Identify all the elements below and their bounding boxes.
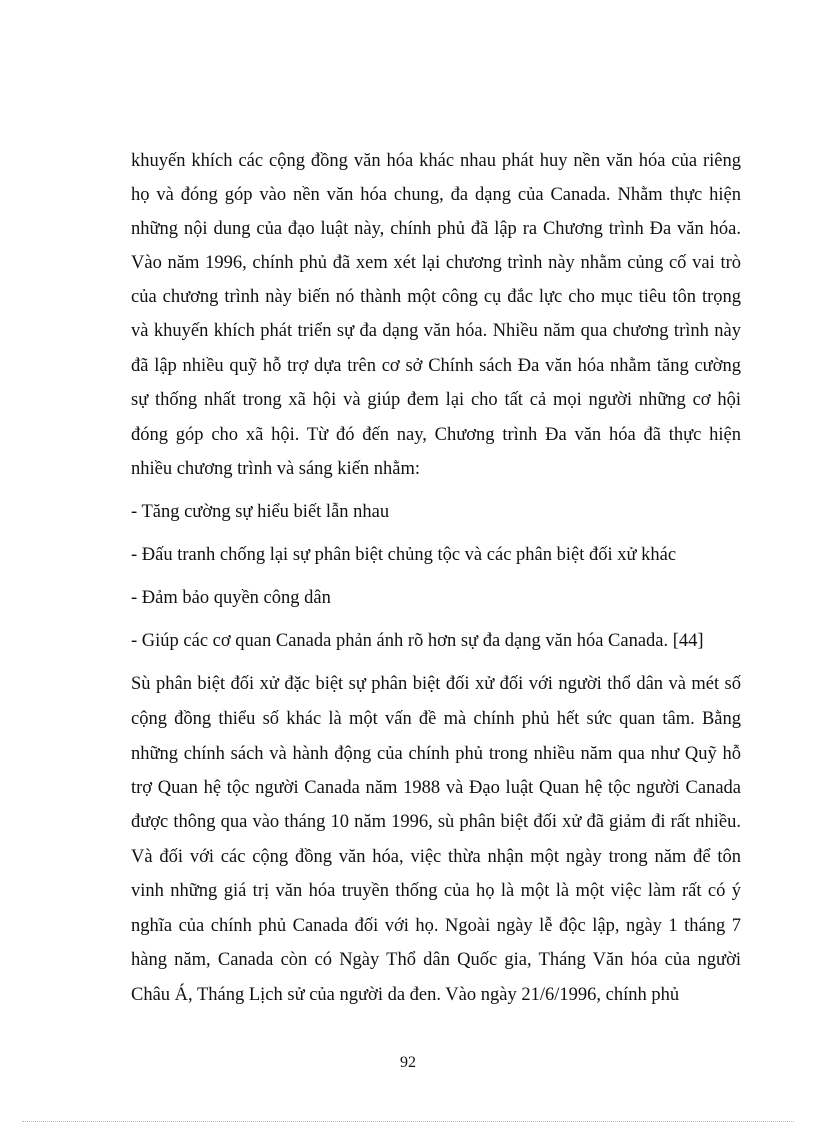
- paragraph-line: nghĩa của chính phủ Canada đối với họ. Ngoài ngày lễ độc lập, ngày 1 tháng 7: [131, 916, 741, 936]
- paragraph-line: những nội dung của đạo luật này, chính phủ đã lập ra Chương trình Đa văn hóa.: [131, 219, 741, 239]
- paragraph-line: Và đối với các cộng đồng văn hóa, việc thừa nhận một ngày trong năm để tôn: [131, 847, 741, 867]
- paragraph-line: nhiều chương trình và sáng kiến nhằm:: [131, 459, 421, 479]
- paragraph-line: sự thống nhất trong xã hội và giúp đem lại cho tất cả mọi người những cơ hội: [131, 390, 741, 410]
- paragraph-line: Châu Á, Tháng Lịch sử của người da đen. Vào ngày 21/6/1996, chính phủ: [131, 985, 680, 1005]
- paragraph-line: Sù phân biệt đối xử đặc biệt sự phân biệt đối xử đối với người thổ dân và mét số: [131, 674, 741, 694]
- bullet-item: - Đảm bảo quyền công dân: [131, 588, 331, 608]
- paragraph-line: khuyến khích các cộng đồng văn hóa khác nhau phát huy nền văn hóa của riêng: [131, 151, 741, 171]
- page-number: 92: [400, 1054, 416, 1071]
- paragraph-line: đóng góp cho xã hội. Từ đó đến nay, Chương trình Đa văn hóa đã thực hiện: [131, 425, 741, 445]
- bullet-item: - Tăng cường sự hiểu biết lẫn nhau: [131, 502, 390, 522]
- paragraph-line: họ và đóng góp vào nền văn hóa chung, đa dạng của Canada. Nhằm thực hiện: [131, 185, 741, 205]
- paragraph-line: của chương trình này biến nó thành một công cụ đắc lực cho mục tiêu tôn trọng: [131, 287, 741, 307]
- paragraph-line: trợ Quan hệ tộc người Canada năm 1988 và Đạo luật Quan hệ tộc người Canada: [131, 778, 741, 798]
- paragraph-line: được thông qua vào tháng 10 năm 1996, sù phân biệt đối xử đã giảm đi rất nhiều.: [131, 812, 741, 832]
- paragraph-line: cộng đồng thiểu số khác là một vấn đề mà chính phủ hết sức quan tâm. Bằng: [131, 709, 741, 729]
- bullet-item: - Giúp các cơ quan Canada phản ánh rõ hơn sự đa dạng văn hóa Canada. [44]: [131, 631, 704, 651]
- paragraph-line: những chính sách và hành động của chính phủ trong nhiều năm qua như Quỹ hỗ: [131, 744, 741, 764]
- paragraph-line: đã lập nhiều quỹ hỗ trợ dựa trên cơ sở Chính sách Đa văn hóa nhằm tăng cường: [131, 356, 741, 376]
- bullet-item: - Đấu tranh chống lại sự phân biệt chủng tộc và các phân biệt đối xử khác: [131, 545, 677, 565]
- paragraph-line: Vào năm 1996, chính phủ đã xem xét lại chương trình này nhằm củng cố vai trò: [131, 253, 741, 273]
- paragraph-line: vinh những giá trị văn hóa truyền thống của họ là một là một việc làm rất có ý: [131, 881, 741, 901]
- page-bottom-divider: [22, 1121, 794, 1122]
- paragraph-line: và khuyến khích phát triển sự đa dạng văn hóa. Nhiều năm qua chương trình này: [131, 321, 741, 341]
- paragraph-line: hàng năm, Canada còn có Ngày Thổ dân Quốc gia, Tháng Văn hóa của người: [131, 950, 741, 970]
